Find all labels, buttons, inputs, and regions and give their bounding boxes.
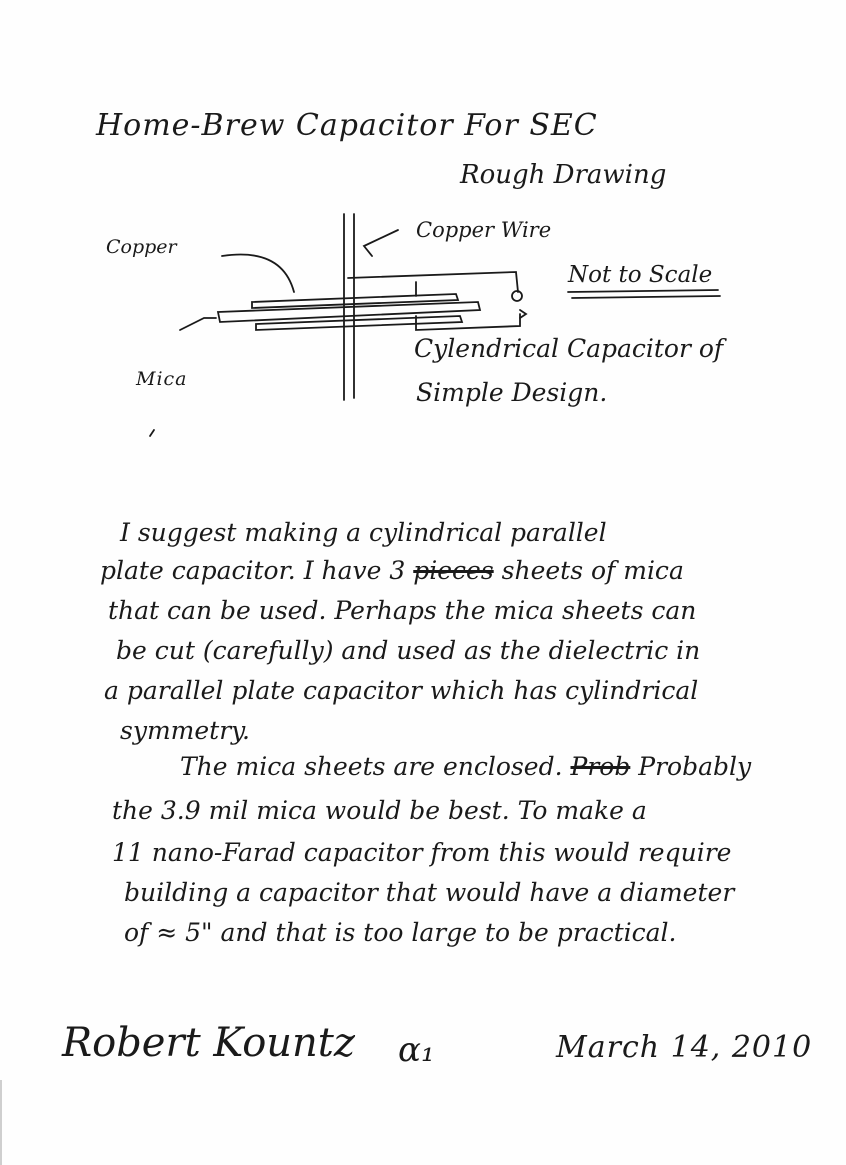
body-line-3: that can be used. Perhaps the mica sheets can — [108, 596, 697, 625]
label-mica: Mica — [136, 368, 188, 390]
caption-line-2: Simple Design. — [416, 378, 608, 407]
body-line-7-start: The mica sheets are enclosed. — [180, 752, 563, 781]
body-line-5: a parallel plate capacitor which has cylindrical — [104, 676, 699, 705]
label-not-to-scale: Not to Scale — [568, 262, 713, 288]
scale-underline-1 — [568, 290, 718, 292]
body-line-11: of ≈ 5" and that is too large to be practical. — [124, 918, 677, 947]
body-line-9: 11 nano-Farad capacitor from this would require — [112, 838, 732, 867]
body-line-2-end: sheets of mica — [501, 556, 684, 585]
wire-leader — [364, 230, 398, 256]
body-line-6: symmetry. — [120, 716, 250, 745]
label-copper-wire: Copper Wire — [416, 218, 552, 242]
upper-terminal — [512, 291, 522, 301]
signature: Robert Kountz — [62, 1020, 355, 1066]
body-line-8: the 3.9 mil mica would be best. To make a — [112, 796, 647, 825]
caption-line-1: Cylendrical Capacitor of — [414, 334, 724, 363]
scale-underline-2 — [572, 296, 720, 298]
signature-mark: α₁ — [398, 1030, 435, 1070]
body-line-7 — [0, 752, 846, 781]
body-line-2 — [0, 556, 846, 585]
body-line-2-start: plate capacitor. I have 3 — [100, 556, 406, 585]
struck-word-2: Prob — [570, 752, 631, 781]
upper-lead — [348, 272, 518, 292]
label-copper: Copper — [106, 236, 177, 258]
stray-pen-mark — [150, 430, 154, 436]
signature-date: March 14, 2010 — [556, 1030, 813, 1065]
struck-word: pieces — [413, 556, 494, 585]
body-line-4: be cut (carefully) and used as the dielectric in — [116, 636, 701, 665]
body-line-7-end: Probably — [638, 752, 752, 781]
page-subtitle: Rough Drawing — [460, 160, 667, 190]
body-line-1: I suggest making a cylindrical parallel — [120, 518, 607, 547]
body-line-10: building a capacitor that would have a diameter — [124, 878, 735, 907]
mica-leader — [180, 318, 216, 330]
copper-leader — [222, 255, 294, 293]
page-title: Home-Brew Capacitor For SEC — [96, 108, 598, 143]
